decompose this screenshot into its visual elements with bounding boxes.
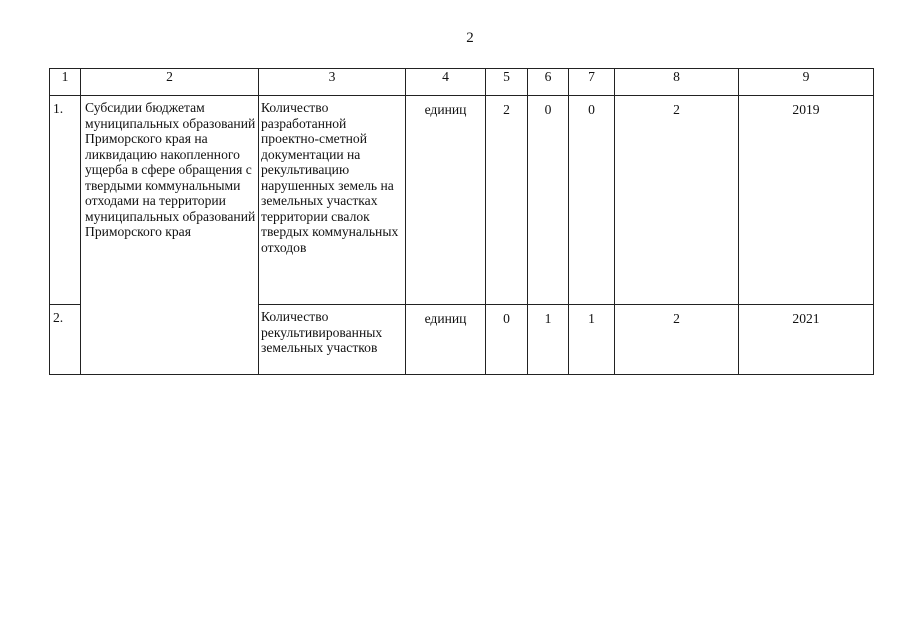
row-number: 2.: [50, 305, 81, 375]
column-header: 8: [615, 69, 739, 96]
unit-cell: единиц: [406, 96, 486, 305]
value-cell: 2: [486, 96, 528, 305]
year-cell: 2019: [739, 96, 874, 305]
value-cell: 2: [615, 96, 739, 305]
value-cell: 0: [569, 96, 615, 305]
column-header: 2: [81, 69, 259, 96]
column-header: 9: [739, 69, 874, 96]
indicator-name: Количество разработанной проектно-сметной документации на рекультивацию нарушенных земель на земельных участках территории свалок твердых коммунальных отходов: [259, 96, 406, 305]
column-header: 4: [406, 69, 486, 96]
table-row: [50, 96, 874, 305]
value-cell: 1: [569, 305, 615, 375]
indicator-name: Количество рекультивированных земельных участков: [259, 305, 406, 375]
subsidy-name: Субсидии бюджетам муниципальных образований Приморского края на ликвидацию накопленного ущерба в сфере обращения с твердыми коммунальными отходами на территории муниципальных образований Приморского края: [81, 96, 259, 375]
column-header: 7: [569, 69, 615, 96]
indicators-table: [49, 68, 874, 375]
column-header: 1: [50, 69, 81, 96]
value-cell: 0: [486, 305, 528, 375]
table-header-row: [50, 69, 874, 96]
column-header: 6: [528, 69, 569, 96]
unit-cell: единиц: [406, 305, 486, 375]
value-cell: 1: [528, 305, 569, 375]
row-number: 1.: [50, 96, 81, 305]
year-cell: 2021: [739, 305, 874, 375]
value-cell: 2: [615, 305, 739, 375]
column-header: 5: [486, 69, 528, 96]
column-header: 3: [259, 69, 406, 96]
page-number: 2: [466, 30, 474, 46]
value-cell: 0: [528, 96, 569, 305]
